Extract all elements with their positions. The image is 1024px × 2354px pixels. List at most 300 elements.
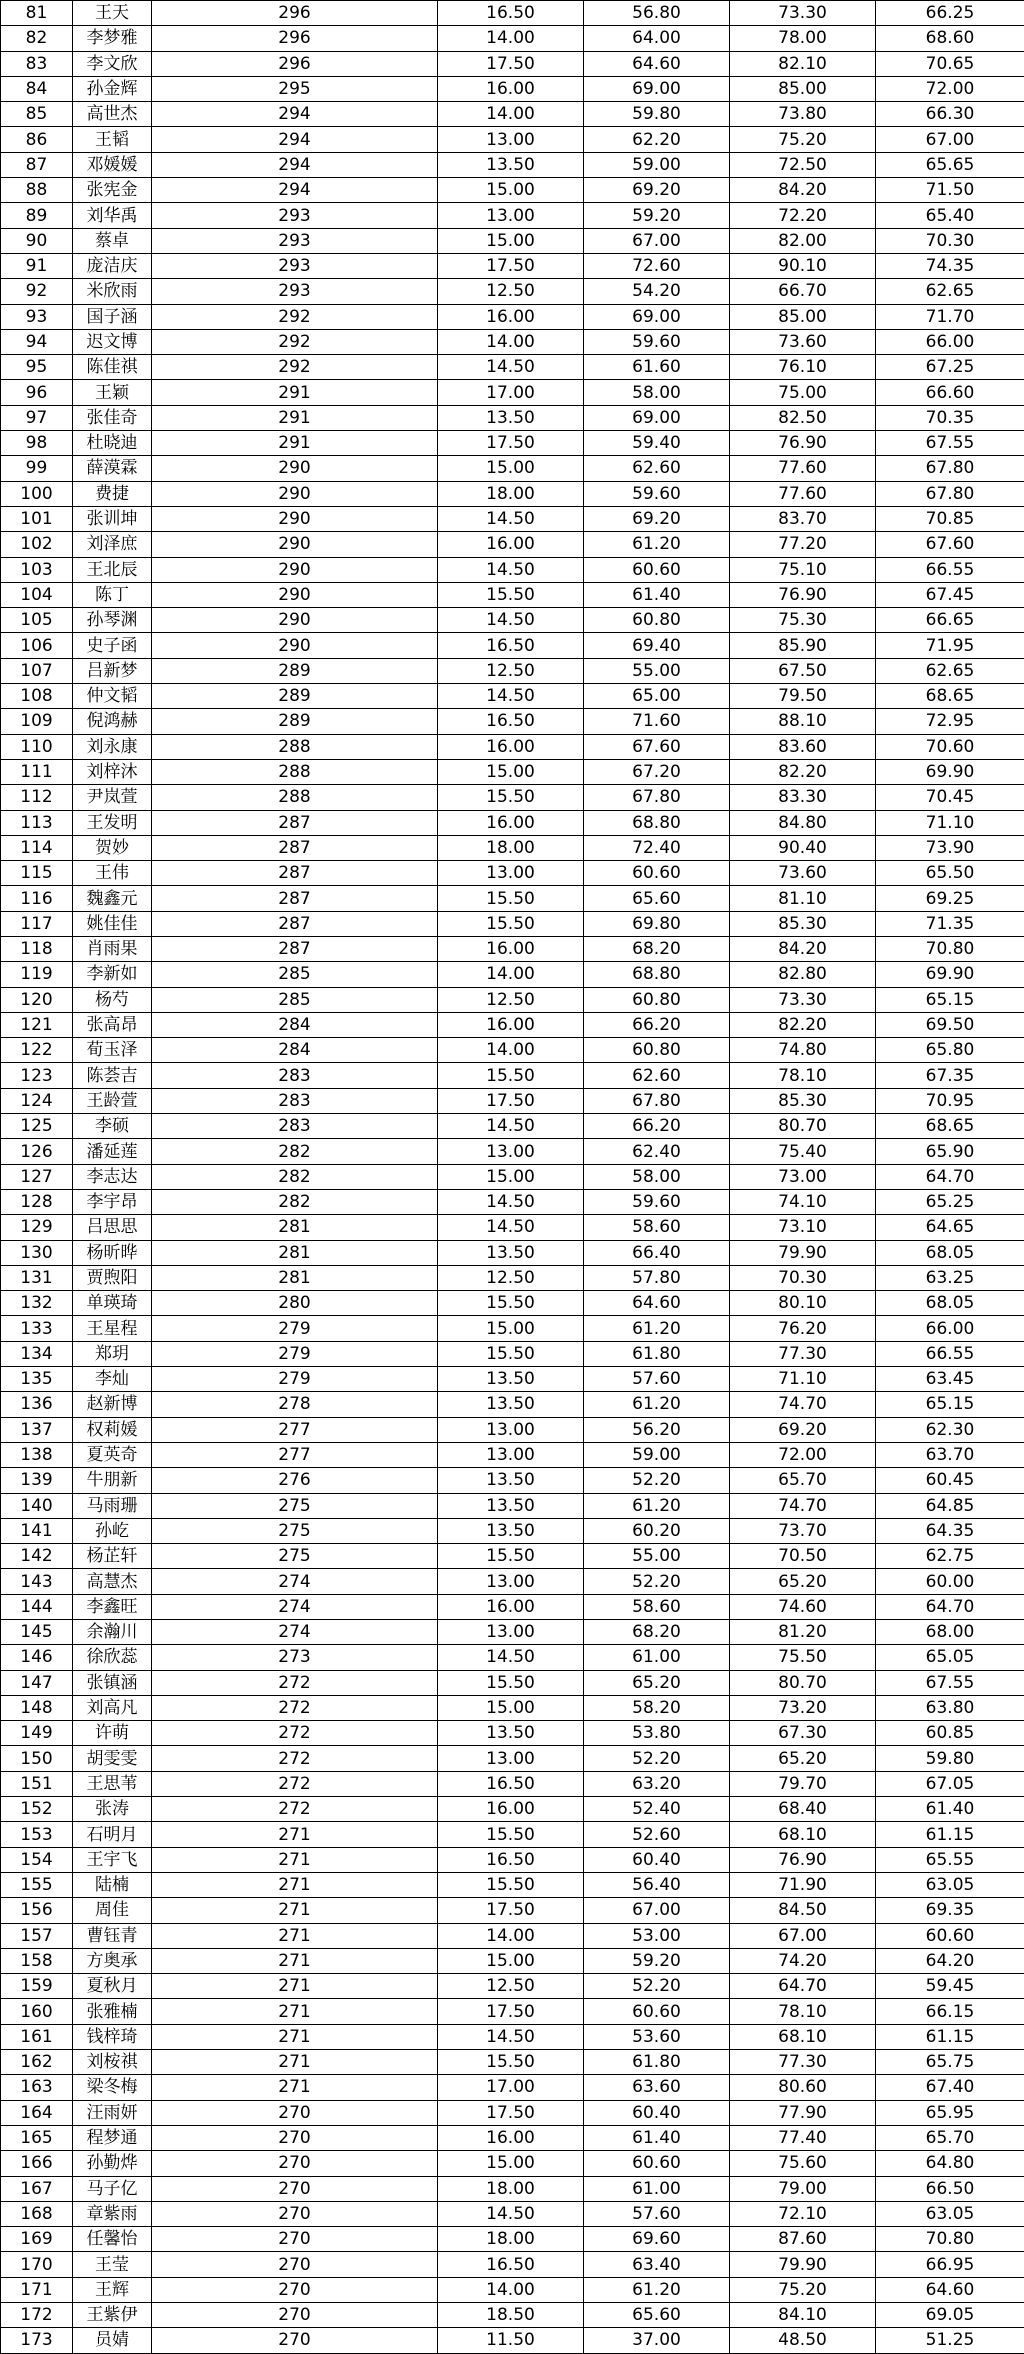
score-b-cell: 69.20: [584, 506, 730, 531]
rank-cell: 83: [1, 51, 73, 76]
total-cell: 294: [152, 152, 438, 177]
score-b-cell: 61.20: [584, 1316, 730, 1341]
score-d-cell: 65.50: [876, 861, 1024, 886]
table-row: [1, 2303, 1024, 2328]
score-c-cell: 72.10: [730, 2201, 876, 2226]
score-a-cell: 17.50: [438, 2100, 584, 2125]
total-cell: 289: [152, 709, 438, 734]
total-cell: 293: [152, 228, 438, 253]
score-a-cell: 15.50: [438, 886, 584, 911]
name-cell: 马雨珊: [73, 1493, 152, 1518]
score-b-cell: 63.20: [584, 1771, 730, 1796]
score-d-cell: 67.80: [876, 456, 1024, 481]
table-row: [1, 936, 1024, 961]
name-cell: 王颖: [73, 380, 152, 405]
score-c-cell: 82.20: [730, 759, 876, 784]
score-a-cell: 13.00: [438, 1442, 584, 1467]
score-c-cell: 83.30: [730, 785, 876, 810]
score-d-cell: 69.25: [876, 886, 1024, 911]
score-b-cell: 61.40: [584, 2125, 730, 2150]
rank-cell: 123: [1, 1063, 73, 1088]
rank-cell: 133: [1, 1316, 73, 1341]
score-a-cell: 18.00: [438, 835, 584, 860]
score-c-cell: 73.70: [730, 1518, 876, 1543]
total-cell: 287: [152, 936, 438, 961]
score-a-cell: 17.50: [438, 431, 584, 456]
score-c-cell: 90.40: [730, 835, 876, 860]
score-a-cell: 12.50: [438, 987, 584, 1012]
table-row: [1, 759, 1024, 784]
score-a-cell: 12.50: [438, 279, 584, 304]
score-b-cell: 57.60: [584, 2201, 730, 2226]
total-cell: 294: [152, 127, 438, 152]
name-cell: 张雅楠: [73, 1999, 152, 2024]
table-row: [1, 506, 1024, 531]
name-cell: 陆楠: [73, 1872, 152, 1897]
table-row: [1, 2151, 1024, 2176]
score-a-cell: 17.00: [438, 2075, 584, 2100]
score-c-cell: 82.50: [730, 405, 876, 430]
name-cell: 周佳: [73, 1898, 152, 1923]
score-b-cell: 59.60: [584, 329, 730, 354]
score-b-cell: 57.60: [584, 1367, 730, 1392]
table-row: [1, 582, 1024, 607]
rank-cell: 144: [1, 1594, 73, 1619]
score-a-cell: 14.00: [438, 1038, 584, 1063]
table-row: [1, 127, 1024, 152]
total-cell: 285: [152, 987, 438, 1012]
total-cell: 290: [152, 557, 438, 582]
score-d-cell: 71.95: [876, 633, 1024, 658]
table-row: [1, 1898, 1024, 1923]
score-b-cell: 69.00: [584, 76, 730, 101]
table-row: [1, 456, 1024, 481]
total-cell: 294: [152, 178, 438, 203]
score-a-cell: 17.50: [438, 1898, 584, 1923]
table-row: [1, 1240, 1024, 1265]
name-cell: 庞洁庆: [73, 253, 152, 278]
score-a-cell: 15.50: [438, 2050, 584, 2075]
score-b-cell: 56.40: [584, 1872, 730, 1897]
score-a-cell: 14.50: [438, 684, 584, 709]
rank-cell: 92: [1, 279, 73, 304]
score-d-cell: 70.95: [876, 1088, 1024, 1113]
score-d-cell: 67.55: [876, 1670, 1024, 1695]
total-cell: 272: [152, 1797, 438, 1822]
rank-cell: 105: [1, 608, 73, 633]
total-cell: 284: [152, 1038, 438, 1063]
score-d-cell: 63.25: [876, 1265, 1024, 1290]
total-cell: 294: [152, 102, 438, 127]
score-c-cell: 88.10: [730, 709, 876, 734]
table-row: [1, 2201, 1024, 2226]
score-d-cell: 71.70: [876, 304, 1024, 329]
score-c-cell: 79.90: [730, 1240, 876, 1265]
total-cell: 272: [152, 1695, 438, 1720]
total-cell: 273: [152, 1645, 438, 1670]
name-cell: 吕思思: [73, 1215, 152, 1240]
name-cell: 杨芍: [73, 987, 152, 1012]
name-cell: 李硕: [73, 1114, 152, 1139]
score-d-cell: 67.05: [876, 1771, 1024, 1796]
table-row: [1, 1189, 1024, 1214]
name-cell: 刘永康: [73, 734, 152, 759]
score-c-cell: 81.20: [730, 1620, 876, 1645]
score-a-cell: 13.50: [438, 1367, 584, 1392]
name-cell: 夏秋月: [73, 1974, 152, 1999]
total-cell: 287: [152, 810, 438, 835]
score-d-cell: 70.60: [876, 734, 1024, 759]
score-c-cell: 70.50: [730, 1544, 876, 1569]
score-d-cell: 68.65: [876, 684, 1024, 709]
score-a-cell: 14.50: [438, 1215, 584, 1240]
score-b-cell: 52.20: [584, 1569, 730, 1594]
score-d-cell: 70.45: [876, 785, 1024, 810]
rank-cell: 114: [1, 835, 73, 860]
rank-cell: 85: [1, 102, 73, 127]
score-a-cell: 14.50: [438, 2024, 584, 2049]
score-b-cell: 58.60: [584, 1215, 730, 1240]
total-cell: 272: [152, 1746, 438, 1771]
score-c-cell: 79.00: [730, 2176, 876, 2201]
score-b-cell: 59.20: [584, 203, 730, 228]
table-row: [1, 2024, 1024, 2049]
total-cell: 283: [152, 1114, 438, 1139]
name-cell: 吕新梦: [73, 658, 152, 683]
name-cell: 高慧杰: [73, 1569, 152, 1594]
score-b-cell: 59.60: [584, 1189, 730, 1214]
table-row: [1, 810, 1024, 835]
rank-cell: 88: [1, 178, 73, 203]
score-a-cell: 16.00: [438, 2125, 584, 2150]
total-cell: 271: [152, 1872, 438, 1897]
rank-cell: 166: [1, 2151, 73, 2176]
score-a-cell: 12.50: [438, 1974, 584, 1999]
rank-cell: 164: [1, 2100, 73, 2125]
score-b-cell: 67.20: [584, 759, 730, 784]
score-b-cell: 60.60: [584, 2151, 730, 2176]
score-c-cell: 75.00: [730, 380, 876, 405]
table-row: [1, 481, 1024, 506]
total-cell: 292: [152, 304, 438, 329]
score-c-cell: 85.90: [730, 633, 876, 658]
rank-cell: 141: [1, 1518, 73, 1543]
name-cell: 邓媛媛: [73, 152, 152, 177]
score-d-cell: 64.85: [876, 1493, 1024, 1518]
score-b-cell: 68.80: [584, 810, 730, 835]
score-b-cell: 72.40: [584, 835, 730, 860]
total-cell: 287: [152, 886, 438, 911]
score-a-cell: 15.50: [438, 1341, 584, 1366]
score-c-cell: 83.60: [730, 734, 876, 759]
score-d-cell: 65.90: [876, 1139, 1024, 1164]
score-b-cell: 62.60: [584, 1063, 730, 1088]
rank-cell: 151: [1, 1771, 73, 1796]
score-c-cell: 77.60: [730, 481, 876, 506]
score-d-cell: 65.55: [876, 1847, 1024, 1872]
score-c-cell: 76.90: [730, 582, 876, 607]
score-a-cell: 15.50: [438, 1670, 584, 1695]
total-cell: 270: [152, 2277, 438, 2302]
score-a-cell: 15.50: [438, 785, 584, 810]
rank-cell: 126: [1, 1139, 73, 1164]
rank-cell: 170: [1, 2252, 73, 2277]
name-cell: 员婧: [73, 2328, 152, 2353]
score-b-cell: 61.20: [584, 1493, 730, 1518]
score-d-cell: 70.80: [876, 936, 1024, 961]
score-c-cell: 80.70: [730, 1670, 876, 1695]
score-a-cell: 15.00: [438, 178, 584, 203]
name-cell: 张镇涵: [73, 1670, 152, 1695]
score-b-cell: 54.20: [584, 279, 730, 304]
table-row: [1, 1114, 1024, 1139]
rank-cell: 125: [1, 1114, 73, 1139]
table-row: [1, 355, 1024, 380]
table-row: [1, 1442, 1024, 1467]
rank-cell: 149: [1, 1721, 73, 1746]
name-cell: 李志达: [73, 1164, 152, 1189]
table-row: [1, 1215, 1024, 1240]
score-c-cell: 66.70: [730, 279, 876, 304]
name-cell: 肖雨果: [73, 936, 152, 961]
name-cell: 孙琴渊: [73, 608, 152, 633]
table-row: [1, 608, 1024, 633]
score-c-cell: 76.10: [730, 355, 876, 380]
score-b-cell: 68.80: [584, 962, 730, 987]
name-cell: 贾煦阳: [73, 1265, 152, 1290]
score-d-cell: 63.05: [876, 1872, 1024, 1897]
score-b-cell: 64.60: [584, 51, 730, 76]
name-cell: 杜晓迪: [73, 431, 152, 456]
total-cell: 275: [152, 1493, 438, 1518]
table-row: [1, 1620, 1024, 1645]
score-c-cell: 70.30: [730, 1265, 876, 1290]
score-a-cell: 15.00: [438, 228, 584, 253]
score-b-cell: 65.20: [584, 1670, 730, 1695]
score-a-cell: 15.00: [438, 1164, 584, 1189]
score-b-cell: 60.60: [584, 1999, 730, 2024]
rank-cell: 116: [1, 886, 73, 911]
table-row: [1, 1721, 1024, 1746]
table-row: [1, 2075, 1024, 2100]
score-d-cell: 65.95: [876, 2100, 1024, 2125]
score-b-cell: 52.20: [584, 1468, 730, 1493]
score-b-cell: 66.20: [584, 1114, 730, 1139]
rank-cell: 142: [1, 1544, 73, 1569]
table-row: [1, 1645, 1024, 1670]
score-c-cell: 90.10: [730, 253, 876, 278]
name-cell: 魏鑫元: [73, 886, 152, 911]
total-cell: 288: [152, 759, 438, 784]
name-cell: 赵新博: [73, 1392, 152, 1417]
name-cell: 仲文韬: [73, 684, 152, 709]
rank-cell: 137: [1, 1417, 73, 1442]
total-cell: 282: [152, 1189, 438, 1214]
table-row: [1, 1012, 1024, 1037]
score-a-cell: 15.00: [438, 1695, 584, 1720]
score-d-cell: 64.60: [876, 2277, 1024, 2302]
score-c-cell: 84.50: [730, 1898, 876, 1923]
score-c-cell: 65.20: [730, 1569, 876, 1594]
total-cell: 277: [152, 1442, 438, 1467]
name-cell: 孙金辉: [73, 76, 152, 101]
total-cell: 272: [152, 1771, 438, 1796]
table-row: [1, 1999, 1024, 2024]
rank-cell: 121: [1, 1012, 73, 1037]
score-b-cell: 65.00: [584, 684, 730, 709]
total-cell: 270: [152, 2303, 438, 2328]
table-row: [1, 835, 1024, 860]
score-d-cell: 72.00: [876, 76, 1024, 101]
score-c-cell: 73.20: [730, 1695, 876, 1720]
score-d-cell: 59.80: [876, 1746, 1024, 1771]
score-c-cell: 73.80: [730, 102, 876, 127]
name-cell: 孙屹: [73, 1518, 152, 1543]
score-a-cell: 13.00: [438, 1417, 584, 1442]
score-a-cell: 15.00: [438, 2151, 584, 2176]
name-cell: 汪雨妍: [73, 2100, 152, 2125]
score-b-cell: 60.40: [584, 2100, 730, 2125]
total-cell: 296: [152, 51, 438, 76]
score-c-cell: 78.10: [730, 1063, 876, 1088]
score-b-cell: 67.60: [584, 734, 730, 759]
table-row: [1, 178, 1024, 203]
name-cell: 石明月: [73, 1822, 152, 1847]
score-a-cell: 18.00: [438, 2176, 584, 2201]
table-row: [1, 304, 1024, 329]
rank-cell: 168: [1, 2201, 73, 2226]
score-c-cell: 69.20: [730, 1417, 876, 1442]
score-d-cell: 64.70: [876, 1164, 1024, 1189]
total-cell: 287: [152, 835, 438, 860]
table-row: [1, 658, 1024, 683]
rank-cell: 112: [1, 785, 73, 810]
score-c-cell: 67.30: [730, 1721, 876, 1746]
name-cell: 李灿: [73, 1367, 152, 1392]
table-row: [1, 152, 1024, 177]
rank-cell: 165: [1, 2125, 73, 2150]
table-row: [1, 228, 1024, 253]
score-d-cell: 65.65: [876, 152, 1024, 177]
total-cell: 292: [152, 355, 438, 380]
score-c-cell: 73.30: [730, 987, 876, 1012]
name-cell: 张宪金: [73, 178, 152, 203]
score-c-cell: 80.60: [730, 2075, 876, 2100]
score-d-cell: 63.80: [876, 1695, 1024, 1720]
rank-cell: 172: [1, 2303, 73, 2328]
total-cell: 285: [152, 962, 438, 987]
score-c-cell: 85.00: [730, 76, 876, 101]
name-cell: 杨芷轩: [73, 1544, 152, 1569]
table-row: [1, 1594, 1024, 1619]
total-cell: 276: [152, 1468, 438, 1493]
score-b-cell: 53.60: [584, 2024, 730, 2049]
score-c-cell: 73.60: [730, 329, 876, 354]
score-a-cell: 14.50: [438, 2201, 584, 2226]
rank-cell: 95: [1, 355, 73, 380]
table-row: [1, 734, 1024, 759]
score-c-cell: 77.20: [730, 532, 876, 557]
score-c-cell: 48.50: [730, 2328, 876, 2353]
score-a-cell: 15.50: [438, 1822, 584, 1847]
score-d-cell: 69.50: [876, 1012, 1024, 1037]
score-c-cell: 79.70: [730, 1771, 876, 1796]
score-d-cell: 60.45: [876, 1468, 1024, 1493]
rank-cell: 146: [1, 1645, 73, 1670]
score-d-cell: 71.50: [876, 178, 1024, 203]
score-a-cell: 14.50: [438, 1114, 584, 1139]
name-cell: 姚佳佳: [73, 911, 152, 936]
score-c-cell: 82.10: [730, 51, 876, 76]
score-a-cell: 14.00: [438, 1923, 584, 1948]
score-c-cell: 82.20: [730, 1012, 876, 1037]
table-row: [1, 1088, 1024, 1113]
score-c-cell: 74.60: [730, 1594, 876, 1619]
score-c-cell: 67.00: [730, 1923, 876, 1948]
score-a-cell: 18.50: [438, 2303, 584, 2328]
score-b-cell: 56.20: [584, 1417, 730, 1442]
name-cell: 任馨怡: [73, 2227, 152, 2252]
rank-cell: 122: [1, 1038, 73, 1063]
rank-cell: 158: [1, 1948, 73, 1973]
total-cell: 296: [152, 26, 438, 51]
score-a-cell: 13.50: [438, 405, 584, 430]
rank-cell: 161: [1, 2024, 73, 2049]
score-d-cell: 73.90: [876, 835, 1024, 860]
name-cell: 刘华禹: [73, 203, 152, 228]
score-d-cell: 60.00: [876, 1569, 1024, 1594]
score-b-cell: 60.80: [584, 987, 730, 1012]
name-cell: 王辉: [73, 2277, 152, 2302]
score-a-cell: 15.00: [438, 1316, 584, 1341]
rank-cell: 87: [1, 152, 73, 177]
name-cell: 王思苇: [73, 1771, 152, 1796]
score-a-cell: 18.00: [438, 2227, 584, 2252]
score-d-cell: 70.80: [876, 2227, 1024, 2252]
total-cell: 293: [152, 203, 438, 228]
table-row: [1, 405, 1024, 430]
score-d-cell: 70.30: [876, 228, 1024, 253]
total-cell: 290: [152, 456, 438, 481]
total-cell: 275: [152, 1518, 438, 1543]
score-d-cell: 72.95: [876, 709, 1024, 734]
score-a-cell: 14.00: [438, 329, 584, 354]
score-d-cell: 68.00: [876, 1620, 1024, 1645]
score-a-cell: 13.50: [438, 1721, 584, 1746]
name-cell: 张训坤: [73, 506, 152, 531]
score-c-cell: 68.10: [730, 1822, 876, 1847]
score-b-cell: 59.20: [584, 1948, 730, 1973]
score-a-cell: 15.00: [438, 456, 584, 481]
score-b-cell: 55.00: [584, 1544, 730, 1569]
score-c-cell: 75.50: [730, 1645, 876, 1670]
score-d-cell: 68.60: [876, 26, 1024, 51]
total-cell: 282: [152, 1164, 438, 1189]
score-d-cell: 62.75: [876, 1544, 1024, 1569]
score-c-cell: 73.00: [730, 1164, 876, 1189]
table-row: [1, 51, 1024, 76]
score-c-cell: 74.80: [730, 1038, 876, 1063]
score-a-cell: 17.50: [438, 1088, 584, 1113]
score-a-cell: 15.00: [438, 1948, 584, 1973]
rank-cell: 129: [1, 1215, 73, 1240]
total-cell: 288: [152, 785, 438, 810]
score-table-body: [1, 1, 1024, 2354]
rank-cell: 82: [1, 26, 73, 51]
score-c-cell: 76.90: [730, 431, 876, 456]
table-row: [1, 1544, 1024, 1569]
score-d-cell: 65.15: [876, 1392, 1024, 1417]
